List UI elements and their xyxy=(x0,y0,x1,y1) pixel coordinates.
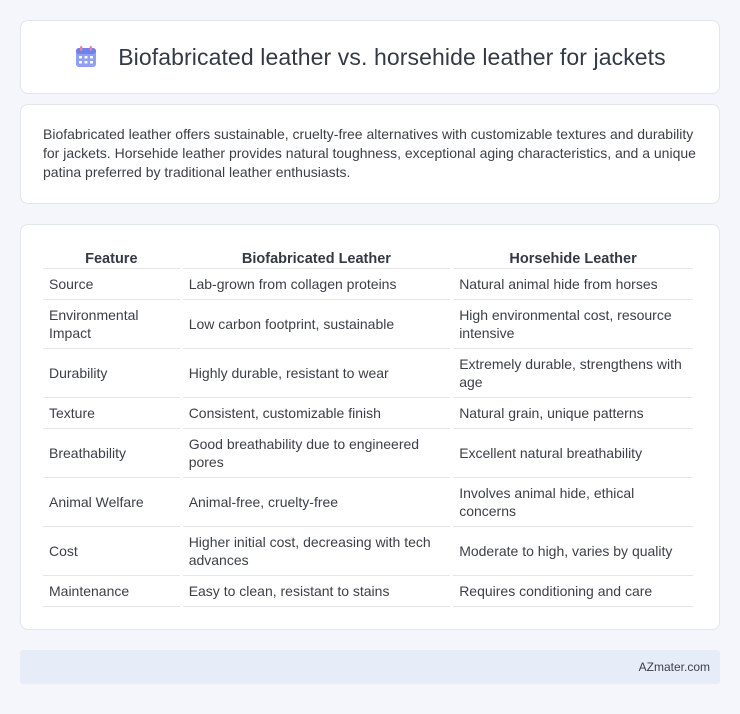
header-feature: Feature xyxy=(43,247,180,269)
cell-horsehide: Extremely durable, strengthens with age xyxy=(453,349,693,398)
cell-biofabricated: Good breathability due to engineered pores xyxy=(183,429,451,478)
cell-biofabricated: Animal-free, cruelty-free xyxy=(183,478,451,527)
cell-feature: Environmental Impact xyxy=(43,300,180,349)
table-row xyxy=(43,269,693,300)
calendar-icon xyxy=(74,45,98,69)
title-card xyxy=(20,20,720,94)
cell-horsehide: High environmental cost, resource intensive xyxy=(453,300,693,349)
cell-biofabricated: Low carbon footprint, sustainable xyxy=(183,300,451,349)
cell-biofabricated: Higher initial cost, decreasing with tech advances xyxy=(183,527,451,576)
table-row xyxy=(43,398,693,429)
cell-horsehide: Excellent natural breathability xyxy=(453,429,693,478)
cell-feature: Maintenance xyxy=(43,576,180,607)
cell-feature: Durability xyxy=(43,349,180,398)
footer-source: AZmater.com xyxy=(638,660,710,674)
table-header-row xyxy=(43,247,693,269)
table-row xyxy=(43,478,693,527)
table-row xyxy=(43,429,693,478)
cell-horsehide: Moderate to high, varies by quality xyxy=(453,527,693,576)
header-biofabricated: Biofabricated Leather xyxy=(183,247,451,269)
cell-feature: Cost xyxy=(43,527,180,576)
table-row xyxy=(43,300,693,349)
table-row xyxy=(43,527,693,576)
cell-biofabricated: Easy to clean, resistant to stains xyxy=(183,576,451,607)
header-horsehide: Horsehide Leather xyxy=(453,247,693,269)
cell-biofabricated: Lab-grown from collagen proteins xyxy=(183,269,451,300)
cell-horsehide: Requires conditioning and care xyxy=(453,576,693,607)
footer xyxy=(20,650,720,684)
cell-feature: Source xyxy=(43,269,180,300)
cell-feature: Animal Welfare xyxy=(43,478,180,527)
cell-horsehide: Natural grain, unique patterns xyxy=(453,398,693,429)
table-row xyxy=(43,576,693,607)
cell-horsehide: Natural animal hide from horses xyxy=(453,269,693,300)
page-title: Biofabricated leather vs. horsehide leather for jackets xyxy=(118,43,666,70)
cell-feature: Texture xyxy=(43,398,180,429)
cell-feature: Breathability xyxy=(43,429,180,478)
comparison-table xyxy=(40,247,696,607)
cell-biofabricated: Highly durable, resistant to wear xyxy=(183,349,451,398)
table-row xyxy=(43,349,693,398)
table-card xyxy=(20,224,720,630)
cell-biofabricated: Consistent, customizable finish xyxy=(183,398,451,429)
cell-horsehide: Involves animal hide, ethical concerns xyxy=(453,478,693,527)
summary-card xyxy=(20,104,720,204)
summary-text: Biofabricated leather offers sustainable, cruelty-free alternatives with customizable textures and durability for jackets. Horsehide leather provides natural toughness, exceptional aging characteristics, and a unique patina preferred by traditional leather enthusiasts. xyxy=(43,126,696,180)
